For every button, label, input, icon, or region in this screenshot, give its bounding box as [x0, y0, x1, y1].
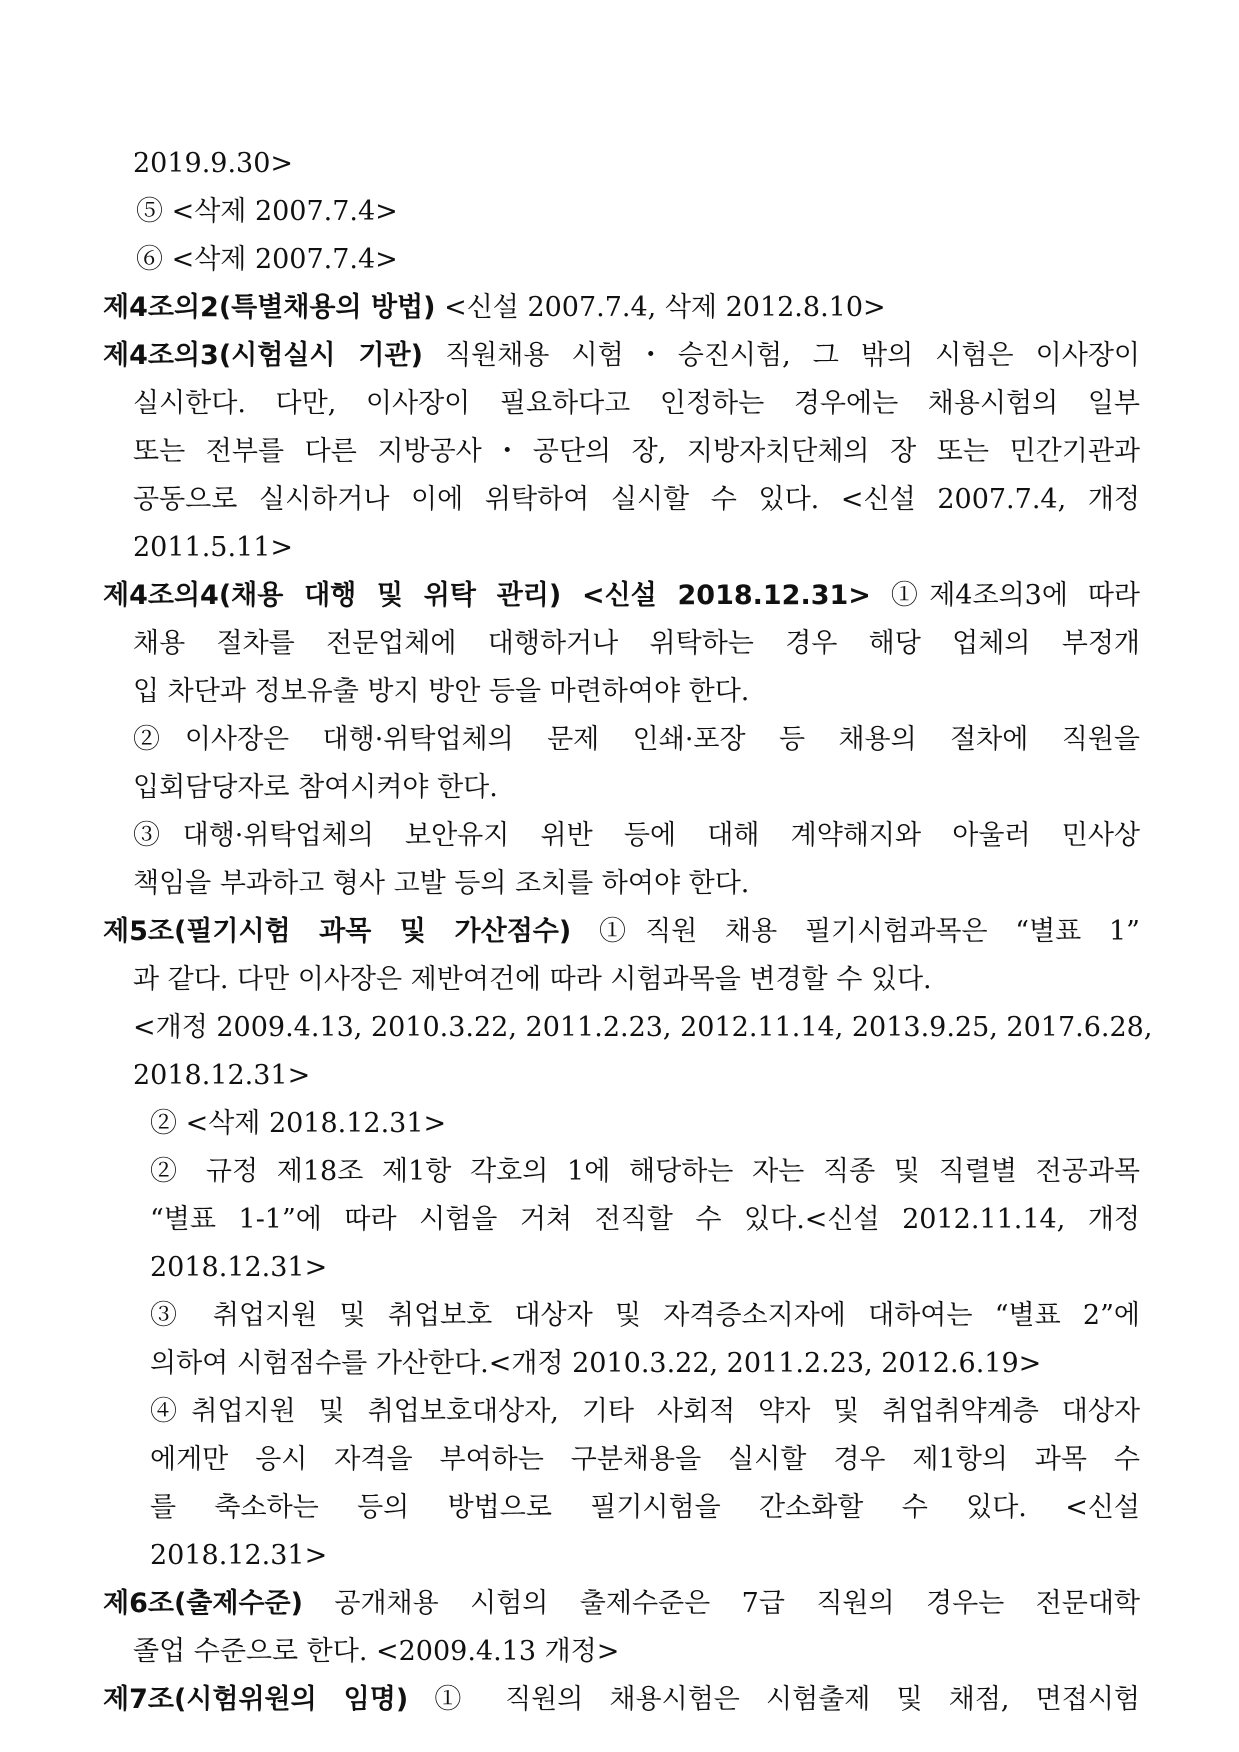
article-4-3-line: 제4조의3(시험실시 기관) 직원채용 시험・승진시험, 그 밖의 시험은 이사장이: [103, 340, 1140, 371]
article-heading: 제4조의3(시험실시 기관): [103, 340, 423, 371]
text-line: ⑥ <삭제 2007.7.4>: [136, 244, 398, 275]
text-line: 채용 절차를 전문업체에 대행하거나 위탁하는 경우 해당 업체의 부정개: [133, 628, 1140, 659]
text-line: 책임을 부과하고 형사 고발 등의 조치를 하여야 한다.: [133, 868, 750, 899]
text-line: ②이사장은 대행·위탁업체의 문제 인쇄·포장 등 채용의 절차에 직원을: [133, 724, 1140, 755]
article-7-line: 제7조(시험위원의 임명) ① 직원의 채용시험은 시험출제 및 채점, 면접시험: [103, 1684, 1140, 1715]
text-line: ③ 취업지원 및 취업보호 대상자 및 자격증소지자에 대하여는 “별표 2”에: [150, 1300, 1140, 1331]
text-line: 2018.12.31>: [150, 1540, 328, 1571]
text-line: 또는 전부를 다른 지방공사・공단의 장, 지방자치단체의 장 또는 민간기관과: [133, 436, 1140, 467]
text-line: ⑤ <삭제 2007.7.4>: [136, 196, 398, 227]
text-line: 입회담당자로 참여시켜야 한다.: [133, 772, 498, 803]
text-line: ② <삭제 2018.12.31>: [150, 1108, 447, 1139]
text-line: 실시한다. 다만, 이사장이 필요하다고 인정하는 경우에는 채용시험의 일부: [133, 388, 1140, 419]
text-line: 의하여 시험점수를 가산한다.<개정 2010.3.22, 2011.2.23, 2012.6.19>: [150, 1348, 1042, 1379]
article-5-line: 제5조(필기시험 과목 및 가산점수) ①직원 채용 필기시험과목은 “별표 1”: [103, 916, 1140, 947]
text-line: 2019.9.30>: [133, 148, 294, 179]
article-4-4-line: 제4조의4(채용 대행 및 위탁 관리) <신설 2018.12.31> ①제4조의3에 따라: [103, 580, 1140, 611]
article-4-2: 제4조의2(특별채용의 방법) <신설 2007.7.4, 삭제 2012.8.10>: [103, 292, 886, 323]
article-heading: 제6조(출제수준): [103, 1588, 303, 1619]
article-heading: 제4조의4(채용 대행 및 위탁 관리) <신설 2018.12.31>: [103, 580, 871, 611]
text-line: 과 같다. 다만 이사장은 제반여건에 따라 시험과목을 변경할 수 있다.: [133, 964, 932, 995]
text-line: 공동으로 실시하거나 이에 위탁하여 실시할 수 있다. <신설 2007.7.4, 개정: [133, 484, 1140, 515]
article-heading: 제7조(시험위원의 임명): [103, 1684, 409, 1715]
text-line: 에게만 응시 자격을 부여하는 구분채용을 실시할 경우 제1항의 과목 수: [150, 1444, 1140, 1475]
article-6-line: 제6조(출제수준) 공개채용 시험의 출제수준은 7급 직원의 경우는 전문대학: [103, 1588, 1140, 1619]
text-line: ② 규정 제18조 제1항 각호의 1에 해당하는 자는 직종 및 직렬별 전공과목: [150, 1156, 1140, 1187]
text-line: <개정 2009.4.13, 2010.3.22, 2011.2.23, 2012.11.14, 2013.9.25, 2017.6.28,: [133, 1012, 1153, 1043]
text-line: 2018.12.31>: [133, 1060, 311, 1091]
article-heading: 제4조의2(특별채용의 방법): [103, 292, 436, 323]
text-line: ④취업지원 및 취업보호대상자, 기타 사회적 약자 및 취업취약계층 대상자: [150, 1396, 1140, 1427]
text-line: 를 축소하는 등의 방법으로 필기시험을 간소화할 수 있다. <신설: [150, 1492, 1140, 1523]
text-line: ③대행·위탁업체의 보안유지 위반 등에 대해 계약해지와 아울러 민사상: [133, 820, 1140, 851]
text-line: 2011.5.11>: [133, 532, 294, 563]
text-line: 졸업 수준으로 한다. <2009.4.13 개정>: [133, 1636, 620, 1667]
text-line: 2018.12.31>: [150, 1252, 328, 1283]
text-line: “별표 1-1”에 따라 시험을 거쳐 전직할 수 있다.<신설 2012.11.14, 개정: [150, 1204, 1140, 1235]
article-heading: 제5조(필기시험 과목 및 가산점수): [103, 916, 572, 947]
text-line: 입 차단과 정보유출 방지 방안 등을 마련하여야 한다.: [133, 676, 750, 707]
